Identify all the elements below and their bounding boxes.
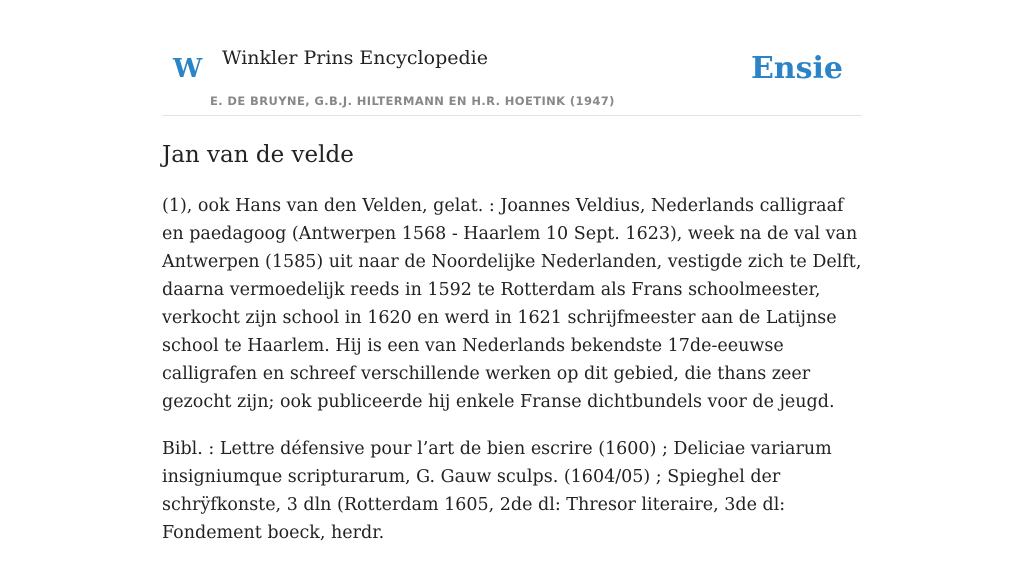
- brand-logo[interactable]: Ensie: [750, 51, 843, 86]
- article-title: Jan van de velde: [162, 142, 354, 168]
- site-logo-icon[interactable]: W: [173, 54, 203, 84]
- page: [162, 0, 862, 543]
- article-body: [162, 192, 862, 566]
- site-header: [162, 0, 862, 116]
- article-paragraph: Bibl. : Lettre défensive pour l’art de bien escrire (1600) ; Deliciae variarum insigniumque scripturarum, G. Gauw sculps. (1604/05) ; Spieghel der schrÿfkonste, 3 dln (Rotterdam 1605, 2de dl: Thresor literaire, 3de dl: Fondement boeck, herdr.: [162, 439, 832, 543]
- article-paragraph: (1), ook Hans van den Velden, gelat. : Joannes Veldius, Nederlands calligraaf en paedagoog (Antwerpen 1568 - Haarlem 10 Sept. 1623), week na de val van Antwerpen (1585) uit naar de Noordelijke Nederlanden, vestigde zich te Delft, daarna vermoedelijk reeds in 1592 te Rotterdam als Frans schoolmeester, verkocht zijn school in 1620 en werd in 1621 schrijfmeester aan de Latijnse school te Haarlem. Hij is een van Nederlands bekendste 17de-eeuwse calligrafen en schreef verschillende werken op dit gebied, die thans zeer gezocht zijn; ook publiceerde hij enkele Franse dichtbundels voor de jeugd.: [162, 196, 862, 412]
- site-title[interactable]: Winkler Prins Encyclopedie: [222, 47, 488, 69]
- authors-byline: E. DE BRUYNE, G.B.J. HILTERMANN EN H.R. HOETINK (1947): [210, 94, 615, 108]
